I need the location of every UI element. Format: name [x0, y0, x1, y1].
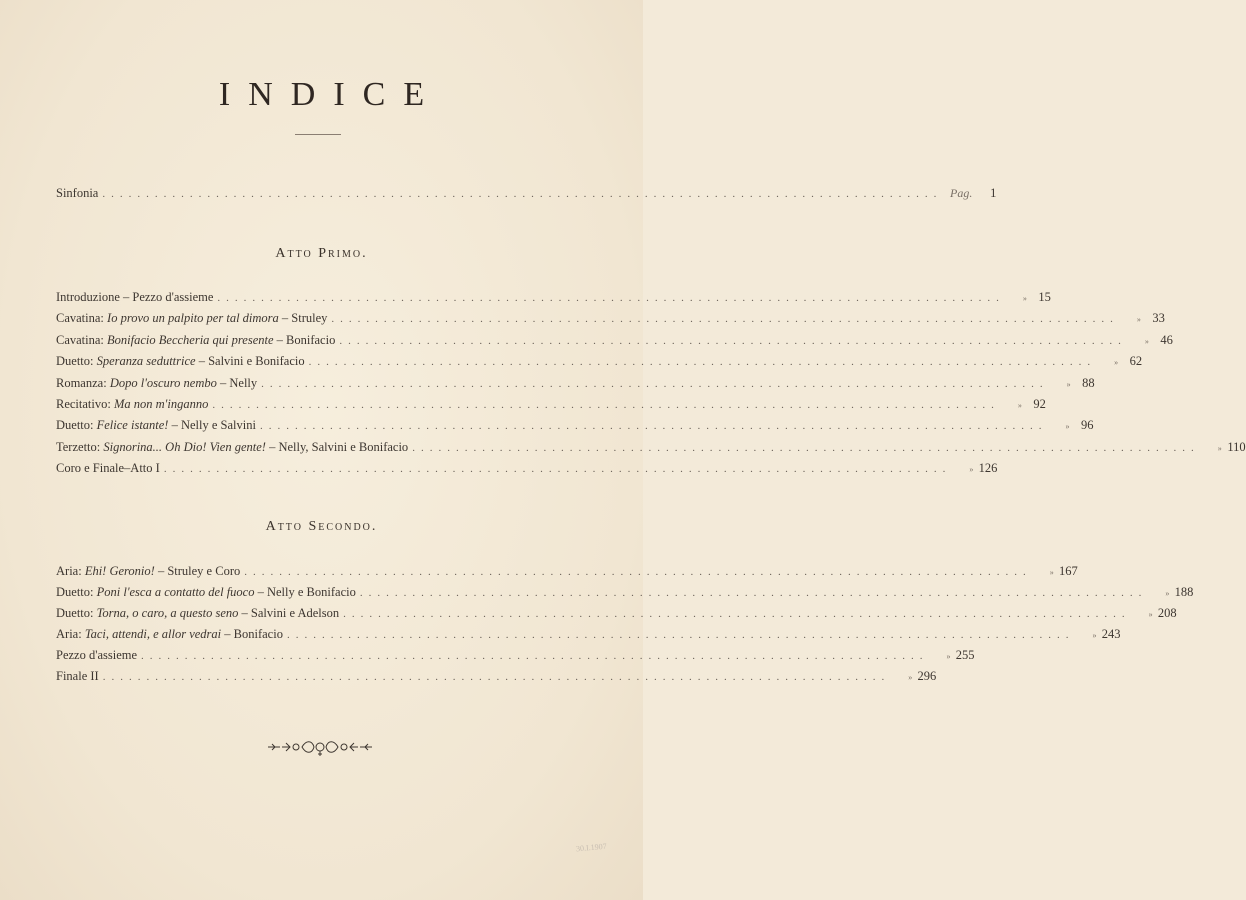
section-heading-atto-primo: Atto Primo.: [275, 246, 368, 261]
page-number: 255: [955, 648, 975, 662]
page-number: 243: [1101, 627, 1121, 641]
page-number: 96: [1080, 418, 1094, 433]
entry-performers: – Nelly, Salvini e Bonifacio: [265, 439, 409, 454]
index-entry: [56, 290, 1051, 308]
entry-label: [56, 440, 408, 455]
entry-label: [56, 354, 305, 369]
entry-incipit: Speranza seduttrice: [96, 354, 196, 369]
title-divider: [295, 134, 341, 135]
page-number: 296: [917, 669, 937, 683]
entry-incipit: Signorina... Oh Dio! Vien gente!: [103, 439, 266, 454]
dot-leader: ..........................................................................................: [212, 399, 1000, 411]
entry-performers: – Salvini e Bonifacio: [195, 354, 305, 369]
page-number: 126: [978, 461, 998, 476]
dot-leader: ..........................................................................................: [412, 441, 1200, 454]
entry-type: Duetto:: [56, 585, 97, 599]
index-entry: [56, 461, 998, 479]
entry-type: Recitativo:: [56, 397, 114, 411]
entry-performers: – Nelly: [216, 375, 258, 390]
page-prefix: »: [1148, 610, 1153, 619]
index-entry: [56, 418, 1094, 436]
entry-type: Pezzo d'assieme: [56, 648, 138, 662]
entry-label: [56, 585, 356, 600]
index-entry-sinfonia: [56, 186, 997, 204]
entry-label: [56, 627, 283, 642]
index-entry: [56, 311, 1165, 329]
entry-incipit: Felice istante!: [96, 418, 169, 433]
index-entry: [56, 564, 1078, 582]
entry-type: Duetto:: [56, 418, 97, 433]
dot-leader: ..........................................................................................: [359, 587, 1148, 599]
entry-label: Sinfonia: [56, 186, 99, 200]
entry-performers: – Nelly e Salvini: [168, 418, 256, 433]
dot-leader: ..........................................................................................: [331, 313, 1119, 326]
index-entry: [56, 669, 937, 687]
index-entry: [56, 354, 1143, 372]
dot-leader: ..........................................................................................: [141, 650, 929, 662]
page-number: 88: [1082, 375, 1095, 390]
page-number: 33: [1152, 311, 1165, 326]
dot-leader: ..........................................................................................: [217, 292, 1005, 304]
section-heading-atto-secondo: Atto Secondo.: [265, 519, 378, 534]
dot-leader: ..........................................................................................: [343, 608, 1131, 620]
page-prefix: »: [1217, 443, 1222, 453]
page-prefix: »: [1092, 631, 1097, 640]
page-number: 110: [1227, 439, 1246, 454]
entry-incipit: Taci, attendi, e allor vedrai: [84, 627, 222, 641]
index-entry: [56, 606, 1177, 624]
entry-type: Terzetto:: [56, 439, 104, 454]
entry-incipit: Poni l'esca a contatto del fuoco: [96, 585, 255, 599]
index-entry: [56, 648, 975, 666]
page-prefix: »: [946, 652, 951, 661]
index-entry: [56, 375, 1095, 394]
dot-leader: ..........................................................................................: [339, 334, 1127, 347]
index-entry: [56, 397, 1046, 415]
entry-label: [56, 648, 137, 663]
page-prefix: »: [1136, 315, 1141, 325]
page-prefix: »: [1114, 358, 1119, 368]
index-entry: [56, 585, 1194, 603]
dot-leader: ..........................................................................................: [261, 377, 1049, 390]
index-entry: [56, 332, 1173, 351]
entry-label: [56, 333, 335, 348]
entry-type: Romanza:: [56, 375, 110, 390]
entry-type: Aria:: [56, 627, 85, 641]
page-prefix: »: [1066, 379, 1071, 389]
dot-leader: ..........................................................................................: [163, 463, 952, 476]
entry-type: Aria:: [56, 564, 85, 578]
dot-leader: ..........................................................................................: [102, 671, 891, 683]
page-number: 15: [1038, 290, 1051, 304]
page-prefix: »: [908, 673, 913, 682]
entry-label: [56, 461, 160, 476]
entry-performers: – Struley: [278, 311, 328, 326]
page-prefix: »: [969, 465, 974, 475]
entry-type: Introduzione – Pezzo d'assieme: [56, 290, 214, 304]
page-number: 167: [1059, 564, 1078, 578]
entry-incipit: Dopo l'oscuro nembo: [109, 375, 217, 390]
entry-label: [56, 397, 208, 412]
entry-performers: – Bonifacio: [273, 332, 336, 347]
entry-label: [56, 564, 240, 579]
page-prefix: »: [1144, 336, 1149, 346]
entry-incipit: Io provo un palpito per tal dimora: [107, 311, 279, 326]
floral-ornament-icon: [266, 736, 374, 758]
entry-type: Duetto:: [56, 354, 97, 369]
entry-performers: – Bonifacio: [221, 627, 283, 641]
page-number: 46: [1160, 332, 1173, 347]
entry-type: Finale II: [56, 669, 99, 683]
entry-performers: – Struley e Coro: [154, 564, 241, 578]
entry-type: Cavatina:: [56, 311, 108, 326]
entry-label: [56, 418, 256, 433]
index-entry: [56, 627, 1121, 645]
dot-leader: ................................................................................................: [102, 188, 943, 200]
entry-type: Cavatina:: [56, 332, 108, 347]
entry-performers: – Nelly e Bonifacio: [254, 585, 356, 599]
entry-type: Duetto:: [56, 606, 97, 620]
library-stamp: 30.I.1907: [575, 841, 608, 854]
page-prefix: »: [1017, 401, 1022, 410]
dot-leader: ..........................................................................................: [308, 356, 1097, 369]
entry-type: Coro e Finale–Atto I: [56, 461, 160, 476]
page-number: 188: [1174, 585, 1194, 599]
page-prefix: »: [1165, 589, 1170, 598]
entry-performers: – Salvini e Adelson: [238, 606, 340, 620]
page-number: 62: [1129, 354, 1143, 369]
page-number: 92: [1033, 397, 1046, 411]
dot-leader: ..........................................................................................: [244, 566, 1032, 578]
page-prefix: »: [1022, 294, 1027, 303]
entry-label: [56, 311, 327, 326]
page-prefix: Pag.: [950, 186, 973, 200]
page-number: 1: [990, 186, 997, 200]
dot-leader: ..........................................................................................: [286, 629, 1075, 641]
page-title: INDICE: [218, 76, 443, 113]
entry-incipit: Ma non m'inganno: [113, 397, 209, 411]
dot-leader: ..........................................................................................: [259, 420, 1048, 433]
entry-incipit: Torna, o caro, a questo seno: [96, 606, 239, 620]
entry-label: [56, 290, 213, 305]
entry-incipit: Bonifacio Beccheria qui presente: [107, 332, 274, 347]
index-entry: [56, 439, 1246, 458]
page-number: 208: [1157, 606, 1177, 620]
page-prefix: »: [1049, 568, 1054, 577]
page-prefix: »: [1065, 422, 1070, 432]
entry-incipit: Ehi! Geronio!: [84, 564, 155, 578]
entry-label: [56, 669, 99, 684]
entry-label: [56, 376, 257, 391]
entry-label: [56, 606, 339, 621]
